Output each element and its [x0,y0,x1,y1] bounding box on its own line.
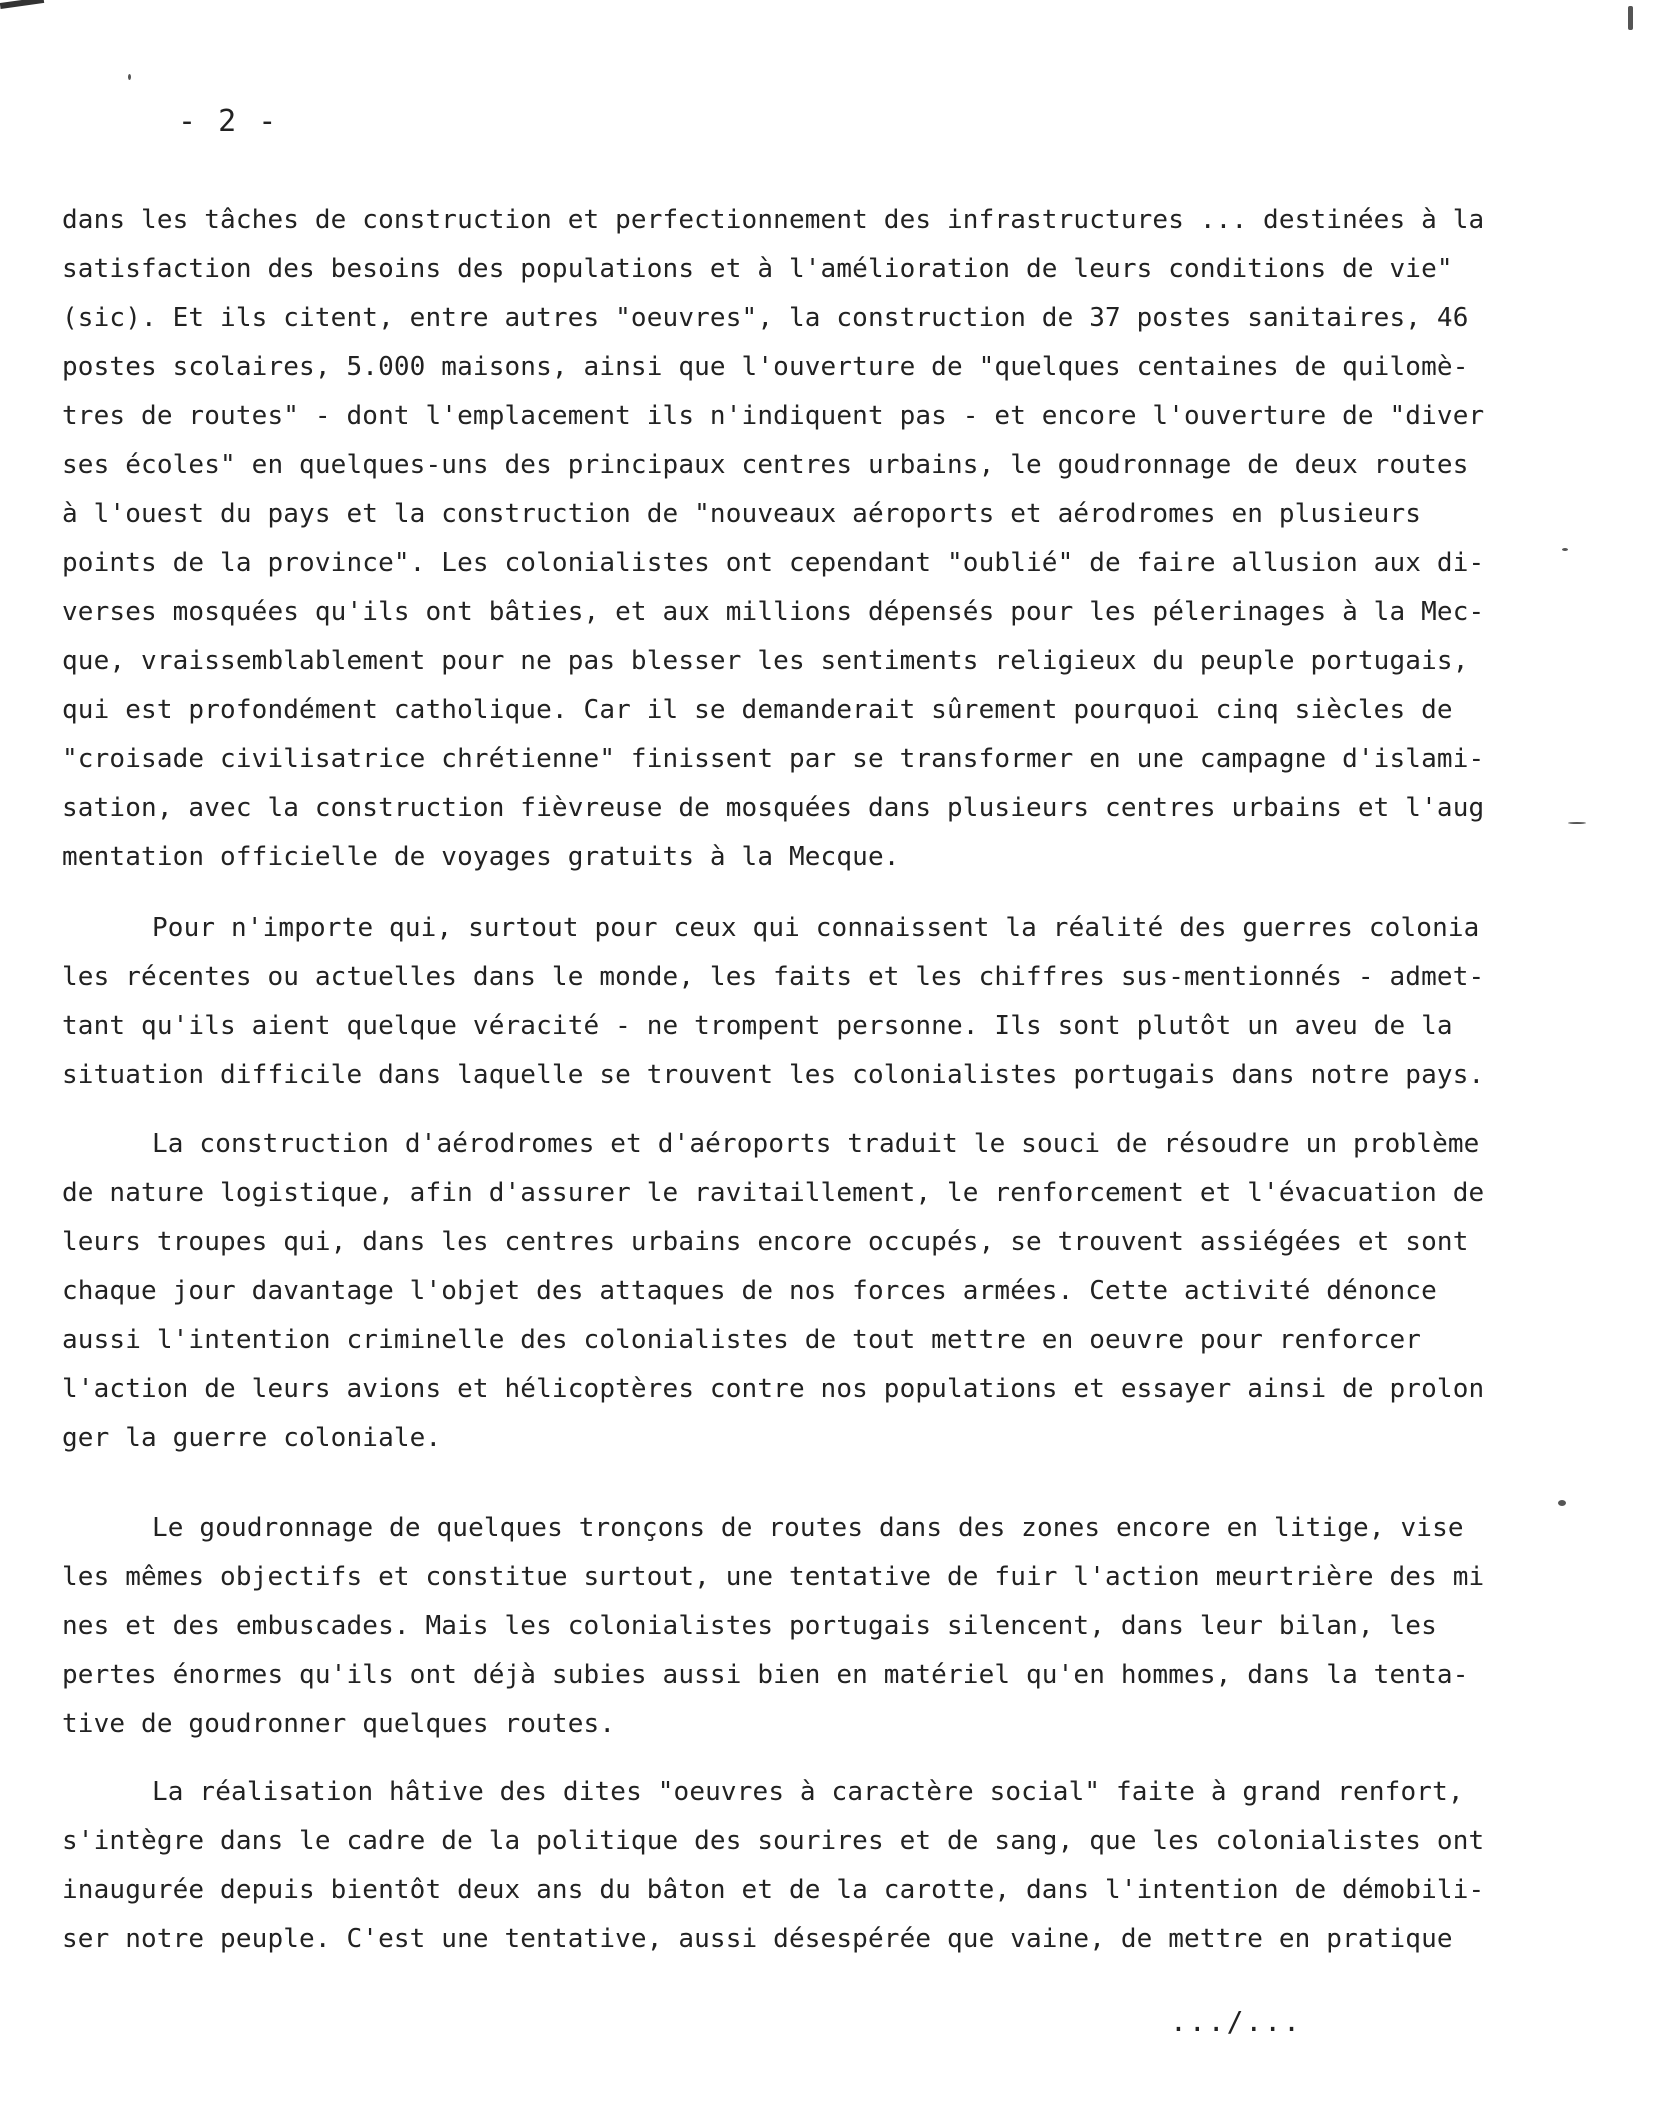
scan-speck [1628,6,1633,30]
text-line: satisfaction des besoins des populations et à l'amélioration de leurs conditions de vie" [62,254,1453,284]
text-line: verses mosquées qu'ils ont bâties, et aux millions dépensés pour les pélerinages à la Mec- [62,597,1485,627]
paragraph-2 [62,904,1485,1100]
text-line: inaugurée depuis bientôt deux ans du bâton et de la carotte, dans l'intention de démobili- [62,1875,1485,1905]
paragraph-1 [62,196,1485,882]
text-line: leurs troupes qui, dans les centres urbains encore occupés, se trouvent assiégées et sont [62,1227,1469,1257]
scan-speck [128,74,131,80]
text-line: que, vraissemblablement pour ne pas blesser les sentiments religieux du peuple portugais, [62,646,1469,676]
text-line: à l'ouest du pays et la construction de "nouveaux aéroports et aérodromes en plusieurs [62,499,1422,529]
text-line: Pour n'importe qui, surtout pour ceux qui connaissent la réalité des guerres colonia [152,913,1480,943]
text-line: La réalisation hâtive des dites "oeuvres à caractère social" faite à grand renfort, [152,1777,1464,1807]
text-line: points de la province". Les colonialistes ont cependant "oublié" de faire allusion aux di- [62,548,1485,578]
paragraph-3 [62,1120,1485,1463]
scan-mark [0,0,44,9]
text-line: tres de routes" - dont l'emplacement ils n'indiquent pas - et encore l'ouverture de "diver [62,401,1485,431]
text-line: nes et des embuscades. Mais les colonialistes portugais silencent, dans leur bilan, les [62,1611,1437,1641]
text-line: qui est profondément catholique. Car il se demanderait sûrement pourquoi cinq siècles de [62,695,1453,725]
text-line: tant qu'ils aient quelque véracité - ne trompent personne. Ils sont plutôt un aveu de la [62,1011,1453,1041]
text-line: Le goudronnage de quelques tronçons de routes dans des zones encore en litige, vise [152,1513,1464,1543]
scan-speck [1568,822,1586,824]
text-line: chaque jour davantage l'objet des attaques de nos forces armées. Cette activité dénonce [62,1276,1437,1306]
text-line: les récentes ou actuelles dans le monde, les faits et les chiffres sus-mentionnés - admet- [62,962,1485,992]
paragraph-4 [62,1504,1485,1749]
text-line: situation difficile dans laquelle se trouvent les colonialistes portugais dans notre pays. [62,1060,1485,1090]
text-line: les mêmes objectifs et constitue surtout, une tentative de fuir l'action meurtrière des mi [62,1562,1485,1592]
text-line: La construction d'aérodromes et d'aéroports traduit le souci de résoudre un problème [152,1129,1480,1159]
continuation-mark: .../... [1170,2005,1303,2038]
paragraph-5 [62,1768,1485,1964]
text-line: mentation officielle de voyages gratuits à la Mecque. [62,842,900,872]
text-line: sation, avec la construction fièvreuse de mosquées dans plusieurs centres urbains et l'aug [62,793,1485,823]
text-line: postes scolaires, 5.000 maisons, ainsi que l'ouverture de "quelques centaines de quilomè- [62,352,1469,382]
text-line: (sic). Et ils citent, entre autres "oeuvres", la construction de 37 postes sanitaires, 46 [62,303,1469,333]
text-line: s'intègre dans le cadre de la politique des sourires et de sang, que les colonialistes ont [62,1826,1485,1856]
scan-speck [1558,1500,1566,1506]
text-line: "croisade civilisatrice chrétienne" finissent par se transformer en une campagne d'islami- [62,744,1485,774]
text-line: ger la guerre coloniale. [62,1423,442,1453]
scan-speck [1562,548,1568,551]
text-line: aussi l'intention criminelle des colonialistes de tout mettre en oeuvre pour renforcer [62,1325,1422,1355]
text-line: ses écoles" en quelques-uns des principaux centres urbains, le goudronnage de deux routes [62,450,1469,480]
text-line: l'action de leurs avions et hélicoptères contre nos populations et essayer ainsi de prolon [62,1374,1485,1404]
text-line: tive de goudronner quelques routes. [62,1709,616,1739]
text-line: ser notre peuple. C'est une tentative, aussi désespérée que vaine, de mettre en pratique [62,1924,1453,1954]
text-line: de nature logistique, afin d'assurer le ravitaillement, le renforcement et l'évacuation de [62,1178,1485,1208]
text-line: pertes énormes qu'ils ont déjà subies aussi bien en matériel qu'en hommes, dans la tenta- [62,1660,1469,1690]
text-line: dans les tâches de construction et perfectionnement des infrastructures ... destinées à la [62,205,1485,235]
page-number: - 2 - [178,104,279,139]
